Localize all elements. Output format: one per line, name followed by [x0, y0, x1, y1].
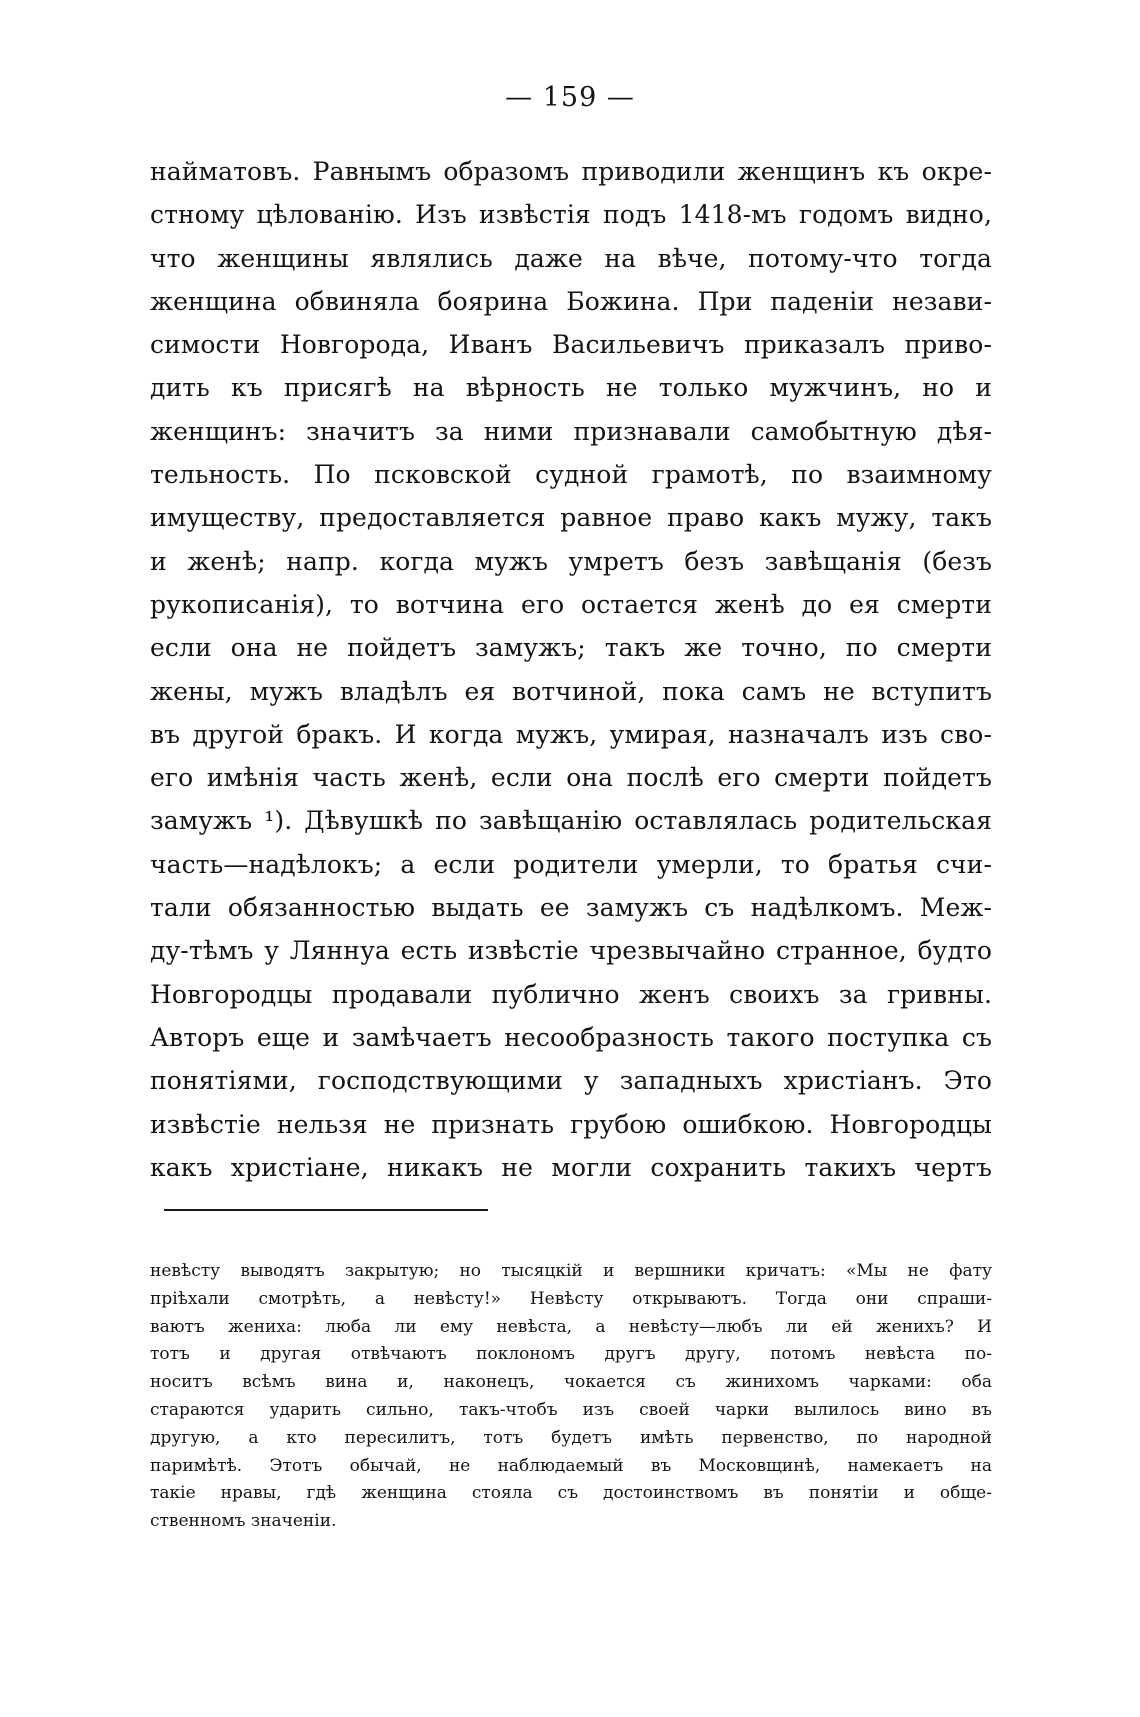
footnote-line: паримѣтѣ. Этотъ обычай, не наблюдаемый въ Московщинѣ, намекаетъ на	[150, 1455, 992, 1476]
text-line: дить къ присягѣ на вѣрность не только мужчинъ, но и	[150, 373, 992, 403]
footnote-line: ваютъ жениха: люба ли ему невѣста, а невѣсту—любъ ли ей женихъ? И	[150, 1316, 992, 1337]
main-text	[150, 150, 992, 1189]
footnote-line: стараются ударить сильно, такъ-чтобъ изъ своей чарки вылилось вино въ	[150, 1399, 992, 1420]
footnote-separator	[164, 1209, 488, 1211]
page-number: — 159 —	[505, 82, 635, 113]
text-line: въ другой бракъ. И когда мужъ, умирая, назначалъ изъ сво-	[150, 719, 992, 749]
footnote-line: ственномъ значеніи.	[150, 1511, 337, 1532]
footnote-line: невѣсту выводятъ закрытую; но тысяцкій и вершники кричатъ: «Мы не фату	[150, 1261, 992, 1281]
text-line: и женѣ; напр. когда мужъ умретъ безъ завѣщанія (безъ	[150, 546, 992, 576]
footnote	[150, 1258, 992, 1536]
text-line: жены, мужъ владѣлъ ея вотчиной, пока самъ не вступитъ	[150, 676, 992, 706]
text-line: женщина обвиняла боярина Божина. При паденіи незави-	[150, 286, 992, 316]
footnote-line: такіе нравы, гдѣ женщина стояла съ достоинствомъ въ понятіи и обще-	[150, 1483, 992, 1504]
text-line: тали обязанностью выдать ее замужъ съ надѣлкомъ. Меж-	[150, 893, 992, 923]
text-line: симости Новгорода, Иванъ Васильевичъ приказалъ приво-	[150, 330, 992, 360]
footnote-line: носитъ всѣмъ вина и, наконецъ, чокается съ жинихомъ чарками: оба	[150, 1372, 992, 1393]
footnote-line: другую, а кто пересилитъ, тотъ будетъ имѣть первенство, по народной	[150, 1427, 992, 1448]
text-line: женщинъ: значитъ за ними признавали самобытную дѣя-	[150, 416, 992, 446]
text-line: найматовъ. Равнымъ образомъ приводили женщинъ къ окре-	[150, 157, 992, 186]
text-line: замужъ ¹). Дѣвушкѣ по завѣщанію оставлялась родительская	[150, 806, 992, 836]
text-line: что женщины являлись даже на вѣче, потому-что тогда	[150, 243, 992, 273]
text-line: тельность. По псковской судной грамотѣ, по взаимному	[150, 460, 992, 490]
text-line: Авторъ еще и замѣчаетъ несообразность такого поступка съ	[150, 1022, 992, 1052]
text-line: извѣстіе нельзя не признать грубою ошибкою. Новгородцы	[150, 1109, 992, 1139]
footnote-line: тотъ и другая отвѣчаютъ поклономъ другъ другу, потомъ невѣста по-	[150, 1344, 992, 1365]
text-line: если она не пойдетъ замужъ; такъ же точно, по смерти	[150, 633, 992, 663]
text-line: имуществу, предоставляется равное право какъ мужу, такъ	[150, 503, 992, 533]
text-line: какъ христіане, никакъ не могли сохранить такихъ чертъ	[150, 1152, 992, 1182]
text-line: его имѣнія часть женѣ, если она послѣ его смерти пойдетъ	[150, 763, 992, 793]
text-line: рукописанія), то вотчина его остается женѣ до ея смерти	[150, 589, 992, 619]
footnote-line: пріѣхали смотрѣть, а невѣсту!» Невѣсту открываютъ. Тогда они спраши-	[150, 1288, 992, 1309]
text-line: понятіями, господствующими у западныхъ христіанъ. Это	[150, 1066, 992, 1096]
text-line: стному цѣлованію. Изъ извѣстія подъ 1418-мъ годомъ видно,	[150, 200, 992, 230]
text-line: часть—надѣлокъ; а если родители умерли, то братья счи-	[150, 849, 992, 879]
text-line: Новгородцы продавали публично женъ своихъ за гривны.	[150, 979, 992, 1009]
text-line: ду-тѣмъ у Ляннуа есть извѣстіе чрезвычайно странное, будто	[150, 936, 992, 966]
